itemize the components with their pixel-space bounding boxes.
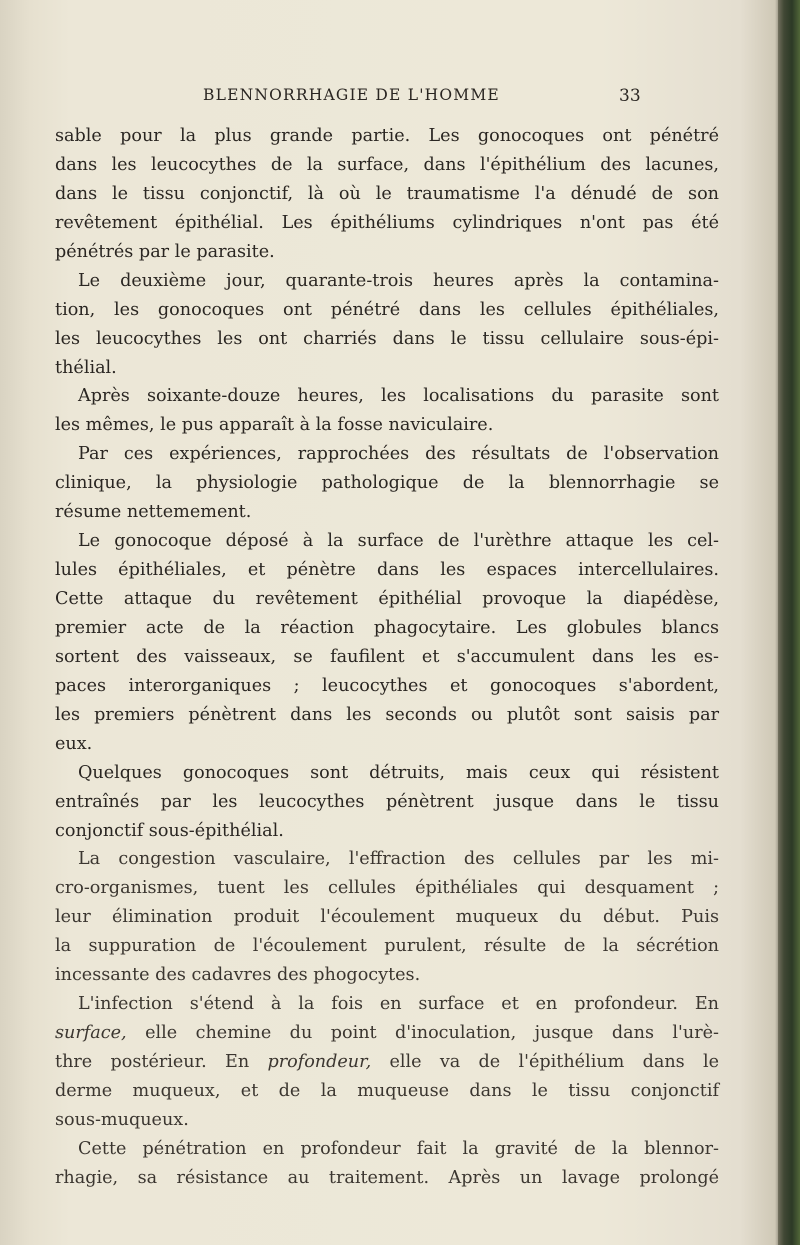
paragraph-start: Le deuxième jour, quarante-trois heures après la contamina-	[78, 270, 719, 291]
text-line: les mêmes, le pus apparaît à la fosse naviculaire.	[55, 415, 494, 436]
text-line: sortent des vaisseaux, se faufilent et s'accumulent dans les es-	[55, 646, 719, 667]
paragraph-start: Cette pénétration en profondeur fait la gravité de la blennor-	[78, 1138, 719, 1159]
running-title: BLENNORRHAGIE DE L'HOMME	[203, 86, 500, 104]
page-number: 33	[619, 86, 641, 106]
text-line: thélial.	[55, 357, 117, 378]
running-header	[0, 86, 800, 110]
text-line: derme muqueux, et de la muqueuse dans le tissu conjonctif	[55, 1080, 719, 1101]
book-spine-edge	[778, 0, 800, 1245]
text-line: tion, les gonocoques ont pénétré dans les cellules épithéliales,	[55, 299, 719, 320]
text-line: rhagie, sa résistance au traitement. Après un lavage prolongé	[55, 1167, 719, 1188]
body-text	[55, 122, 719, 1193]
text-line: lules épithéliales, et pénètre dans les espaces intercellulaires.	[55, 560, 719, 581]
text-line-with-italic	[55, 1048, 719, 1077]
text-line: sable pour la plus grande partie. Les gonocoques ont pénétré	[55, 126, 719, 146]
text-line: incessante des cadavres des phogocytes.	[55, 965, 421, 986]
italic-profondeur: profondeur,	[267, 1052, 372, 1072]
text-line: résume nettemement.	[55, 502, 252, 523]
text-line: cro-organismes, tuent les cellules épithéliales qui desquament ;	[55, 878, 719, 899]
text-line: dans le tissu conjonctif, là où le traumatisme l'a dénudé de son	[55, 183, 719, 204]
text-line: dans les leucocythes de la surface, dans l'épithélium des lacunes,	[55, 154, 719, 175]
text-line: eux.	[55, 733, 93, 754]
paragraph-start: L'infection s'étend à la fois en surface et en profondeur. En	[78, 994, 719, 1015]
text-line: conjonctif sous-épithélial.	[55, 820, 284, 841]
text-segment: elle va de l'épithélium dans le	[389, 1052, 720, 1072]
text-line: premier acte de la réaction phagocytaire. Les globules blancs	[55, 617, 719, 638]
paragraph-start: Quelques gonocoques sont détruits, mais ceux qui résistent	[78, 762, 719, 783]
text-line: leur élimination produit l'écoulement muqueux du début. Puis	[55, 907, 719, 928]
text-line: la suppuration de l'écoulement purulent, résulte de la sécrétion	[55, 936, 719, 957]
text-line-with-italic	[55, 1019, 719, 1048]
text-line: entraînés par les leucocythes pénètrent jusque dans le tissu	[55, 791, 719, 812]
text-line: Cette attaque du revêtement épithélial provoque la diapédèse,	[55, 589, 719, 609]
text-line: pénétrés par le parasite.	[55, 241, 275, 262]
text-segment: elle chemine du point d'inoculation, jusque dans l'urè-	[145, 1023, 719, 1044]
text-line: clinique, la physiologie pathologique de la blennorrhagie se	[55, 473, 719, 494]
italic-surface: surface,	[55, 1023, 127, 1044]
text-line: sous-muqueux.	[55, 1109, 189, 1130]
paragraph-start: Par ces expériences, rapprochées des résultats de l'observation	[78, 444, 719, 465]
text-segment: thre postérieur. En	[55, 1052, 250, 1072]
paragraph-start: Le gonocoque déposé à la surface de l'urèthre attaque les cel-	[78, 531, 719, 552]
text-line: les premiers pénètrent dans les seconds ou plutôt sont saisis par	[55, 704, 719, 725]
paragraph-start: La congestion vasculaire, l'effraction des cellules par les mi-	[78, 849, 719, 870]
paragraph-start: Après soixante-douze heures, les localisations du parasite sont	[78, 386, 719, 407]
text-line: paces interorganiques ; leucocythes et gonocoques s'abordent,	[55, 675, 719, 696]
text-line: les leucocythes les ont charriés dans le tissu cellulaire sous-épi-	[55, 328, 719, 349]
text-line: revêtement épithélial. Les épithéliums cylindriques n'ont pas été	[55, 212, 719, 233]
